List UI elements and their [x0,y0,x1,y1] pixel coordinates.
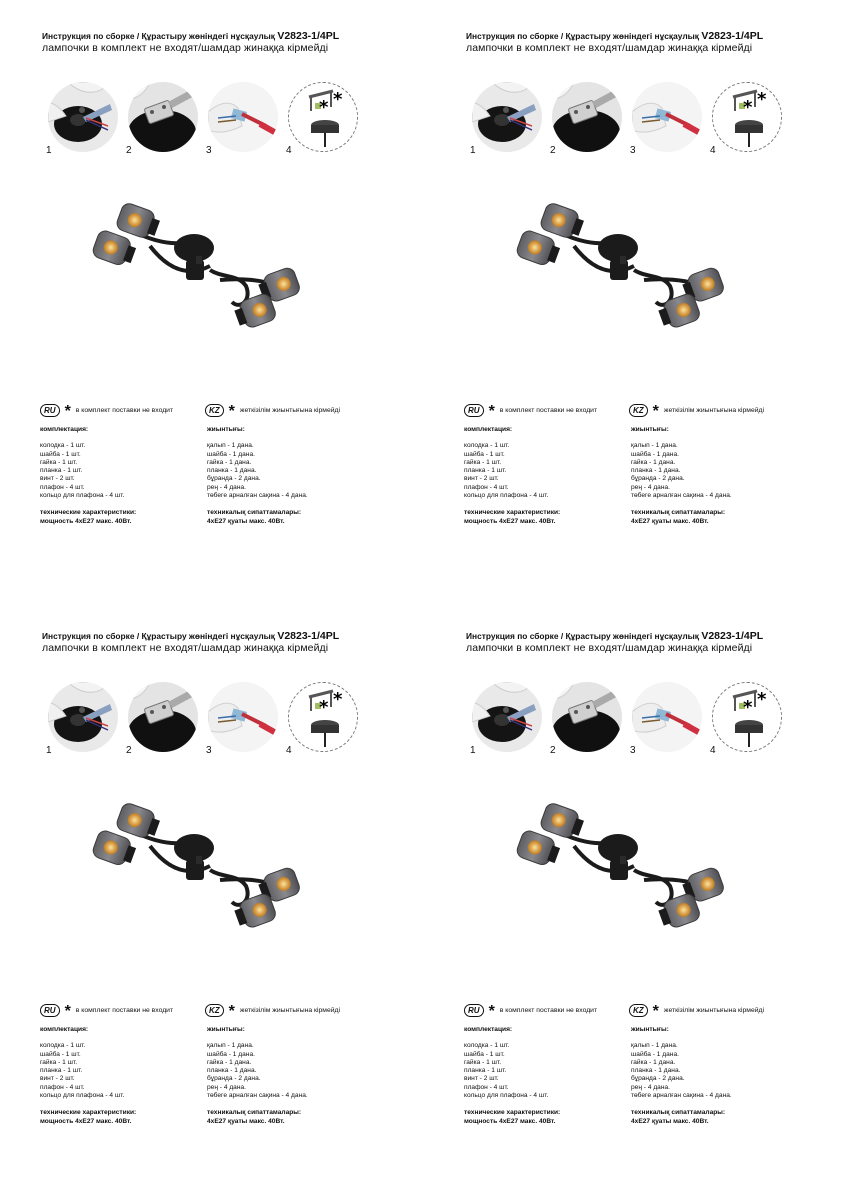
instruction-title [42,30,339,42]
list-item: қалып - 1 дана. [207,442,254,450]
asterisk-icon: * [488,1003,495,1020]
svg-text:*: * [319,697,329,718]
legend-kz [629,1002,764,1018]
legend-ru [464,402,597,418]
specs-value: мощность 4xE27 макс. 40Вт. [464,1117,556,1125]
contents-kz [207,426,308,526]
step-number: 2 [126,145,132,156]
legend-kz-text: жеткізілім жиынтығына кірмейді [663,1006,765,1014]
list-item: кольцо для плафона - 4 шт. [464,492,549,500]
list-item: кольцо для плафона - 4 шт. [40,492,125,500]
bracket-wrench-icon [128,82,198,152]
instruction-sheet [0,0,424,600]
list-item: плафон - 4 шт. [464,483,509,491]
assembly-steps [48,682,363,757]
list-item: рең - 4 дана. [207,1083,246,1091]
list-item: шайба - 1 дана. [631,1050,679,1058]
list-item: винт - 2 шт. [40,1075,75,1083]
list-item: планка - 1 дана. [207,1067,257,1075]
model-number: V2823-1/4PL [277,630,340,642]
step-number: 3 [206,745,212,756]
model-number: V2823-1/4PL [701,30,764,42]
list-item: төбеге арналған сақина - 4 дана. [631,492,732,500]
list-item: шайба - 1 шт. [40,450,81,458]
list-item: гайка - 1 шт. [40,1058,78,1066]
list-item: планка - 1 шт. [464,467,507,475]
specs-ru [464,1109,560,1126]
model-number: V2823-1/4PL [277,30,340,42]
mounting-plate-hand-icon [472,82,542,152]
bulbs-not-included-note: лампочки в комплект не входят/шамдар жинаққа кірмейді [42,42,329,54]
ru-flag-icon: RU [40,404,60,417]
contents-kz [207,1026,308,1126]
step-number: 1 [46,145,52,156]
step-number: 4 [710,745,716,756]
assembly-steps [48,82,363,157]
step-number: 4 [286,745,292,756]
list-item: шайба - 1 шт. [40,1050,81,1058]
wire-terminal-icon [208,82,278,152]
list-item: қалып - 1 дана. [207,1042,254,1050]
legend-kz-text: жеткізілім жиынтығына кірмейді [239,406,341,414]
list-item: төбеге арналған сақина - 4 дана. [207,1092,308,1100]
specs-value: 4xE27 қуаты макс. 40Вт. [207,1117,285,1125]
assembly-steps [472,682,787,757]
list-item: қалып - 1 дана. [631,1042,678,1050]
step-number: 2 [126,745,132,756]
chandelier-illustration [494,190,744,350]
contents-ru [464,426,560,526]
list-item: бұранда - 2 дана. [207,475,261,483]
kz-flag-icon: KZ [629,1004,648,1017]
svg-text:*: * [319,97,329,118]
specs-kz [631,1109,732,1126]
asterisk-icon: * [652,403,659,420]
asterisk-icon: * [652,1003,659,1020]
list-item: шайба - 1 дана. [207,1050,255,1058]
contents-title: жиынтығы: [631,426,669,433]
list-item: планка - 1 шт. [40,467,83,475]
instruction-sheet [0,600,424,1200]
list-item: рең - 4 дана. [207,483,246,491]
list-item: планка - 1 дана. [631,1067,681,1075]
ceiling-mount-diagram-icon [288,682,358,752]
list-item: гайка - 1 дана. [207,1058,252,1066]
list-item: винт - 2 шт. [464,1075,499,1083]
bracket-wrench-icon [552,682,622,752]
specs-title: технические характеристики: [464,509,561,517]
contents-ru [40,1026,136,1126]
mounting-plate-hand-icon [472,682,542,752]
bulbs-not-included-note: лампочки в комплект не входят/шамдар жинаққа кірмейді [42,642,329,654]
svg-text:*: * [757,689,767,710]
bracket-wrench-icon [128,682,198,752]
step-number: 4 [286,145,292,156]
wire-terminal-icon [208,682,278,752]
asterisk-icon: * [488,403,495,420]
list-item: плафон - 4 шт. [40,1083,85,1091]
list-item: колодка - 1 шт. [464,1042,510,1050]
specs-value: 4xE27 қуаты макс. 40Вт. [631,517,709,525]
instruction-sheet [424,0,848,600]
specs-title: техникалық сипаттамалары: [631,1109,726,1117]
contents-kz [631,426,732,526]
legend-ru-text: в комплект поставки не входит [75,1006,174,1014]
svg-text:*: * [333,89,343,110]
contents-kz [631,1026,732,1126]
contents-title: комплектация: [40,1026,89,1033]
legend-ru-text: в комплект поставки не входит [499,406,598,414]
instruction-title [466,30,763,42]
list-item: планка - 1 шт. [464,1067,507,1075]
contents-ru [464,1026,560,1126]
step-number: 2 [550,745,556,756]
svg-text:*: * [333,689,343,710]
chandelier-illustration [494,790,744,950]
step-number: 2 [550,145,556,156]
list-item: гайка - 1 дана. [207,458,252,466]
svg-text:*: * [743,697,753,718]
specs-ru [40,509,136,526]
legend-ru [40,1002,173,1018]
list-item: гайка - 1 дана. [631,1058,676,1066]
model-number: V2823-1/4PL [701,630,764,642]
list-item: шайба - 1 шт. [464,450,505,458]
assembly-steps [472,82,787,157]
kz-flag-icon: KZ [205,1004,224,1017]
step-number: 4 [710,145,716,156]
list-item: планка - 1 шт. [40,1067,83,1075]
list-item: шайба - 1 дана. [207,450,255,458]
specs-kz [207,1109,308,1126]
list-item: гайка - 1 шт. [40,458,78,466]
list-item: бұранда - 2 дана. [631,475,685,483]
ru-flag-icon: RU [464,404,484,417]
instruction-title [42,630,339,642]
ru-flag-icon: RU [40,1004,60,1017]
list-item: бұранда - 2 дана. [207,1075,261,1083]
specs-title: технические характеристики: [40,509,137,517]
list-item: шайба - 1 дана. [631,450,679,458]
instruction-sheet [424,600,848,1200]
legend-kz [629,402,764,418]
contents-title: жиынтығы: [631,1026,669,1033]
specs-title: техникалық сипаттамалары: [631,509,726,517]
title-prefix: Инструкция по сборке / Құрастыру жөніндегі нұсқаулық [42,631,275,641]
title-prefix: Инструкция по сборке / Құрастыру жөніндегі нұсқаулық [466,631,699,641]
legend-ru-text: в комплект поставки не входит [499,1006,598,1014]
specs-kz [207,509,308,526]
step-number: 1 [46,745,52,756]
legend-ru-text: в комплект поставки не входит [75,406,174,414]
chandelier-illustration [70,790,320,950]
legend-ru [464,1002,597,1018]
mounting-plate-hand-icon [48,682,118,752]
step-number: 1 [470,745,476,756]
instruction-title [466,630,763,642]
list-item: колодка - 1 шт. [464,442,510,450]
specs-value: мощность 4xE27 макс. 40Вт. [40,1117,132,1125]
list-item: төбеге арналған сақина - 4 дана. [631,1092,732,1100]
wire-terminal-icon [632,82,702,152]
list-item: шайба - 1 шт. [464,1050,505,1058]
asterisk-icon: * [228,1003,235,1020]
asterisk-icon: * [64,403,71,420]
legend-kz-text: жеткізілім жиынтығына кірмейді [239,1006,341,1014]
list-item: винт - 2 шт. [464,475,499,483]
contents-title: комплектация: [464,1026,513,1033]
bulbs-not-included-note: лампочки в комплект не входят/шамдар жинаққа кірмейді [466,642,753,654]
specs-value: 4xE27 қуаты макс. 40Вт. [631,1117,709,1125]
ceiling-mount-diagram-icon [712,682,782,752]
list-item: төбеге арналған сақина - 4 дана. [207,492,308,500]
bracket-wrench-icon [552,82,622,152]
wire-terminal-icon [632,682,702,752]
svg-text:*: * [743,97,753,118]
svg-text:*: * [757,89,767,110]
step-number: 3 [630,145,636,156]
contents-ru [40,426,136,526]
specs-value: мощность 4xE27 макс. 40Вт. [464,517,556,525]
ceiling-mount-diagram-icon [712,82,782,152]
contents-title: комплектация: [40,426,89,433]
list-item: гайка - 1 шт. [464,458,502,466]
list-item: планка - 1 дана. [207,467,257,475]
step-number: 1 [470,145,476,156]
list-item: бұранда - 2 дана. [631,1075,685,1083]
list-item: кольцо для плафона - 4 шт. [464,1092,549,1100]
step-number: 3 [206,145,212,156]
list-item: колодка - 1 шт. [40,1042,86,1050]
list-item: кольцо для плафона - 4 шт. [40,1092,125,1100]
kz-flag-icon: KZ [205,404,224,417]
specs-title: техникалық сипаттамалары: [207,1109,302,1117]
list-item: гайка - 1 дана. [631,458,676,466]
mounting-plate-hand-icon [48,82,118,152]
ru-flag-icon: RU [464,1004,484,1017]
specs-title: технические характеристики: [464,1109,561,1117]
list-item: колодка - 1 шт. [40,442,86,450]
specs-value: мощность 4xE27 макс. 40Вт. [40,517,132,525]
title-prefix: Инструкция по сборке / Құрастыру жөніндегі нұсқаулық [466,31,699,41]
asterisk-icon: * [64,1003,71,1020]
contents-title: жиынтығы: [207,426,245,433]
specs-value: 4xE27 қуаты макс. 40Вт. [207,517,285,525]
title-prefix: Инструкция по сборке / Құрастыру жөніндегі нұсқаулық [42,31,275,41]
specs-ru [464,509,560,526]
list-item: плафон - 4 шт. [40,483,85,491]
list-item: плафон - 4 шт. [464,1083,509,1091]
chandelier-illustration [70,190,320,350]
specs-title: техникалық сипаттамалары: [207,509,302,517]
list-item: планка - 1 дана. [631,467,681,475]
list-item: гайка - 1 шт. [464,1058,502,1066]
legend-kz-text: жеткізілім жиынтығына кірмейді [663,406,765,414]
bulbs-not-included-note: лампочки в комплект не входят/шамдар жинаққа кірмейді [466,42,753,54]
list-item: винт - 2 шт. [40,475,75,483]
kz-flag-icon: KZ [629,404,648,417]
legend-ru [40,402,173,418]
contents-title: жиынтығы: [207,1026,245,1033]
specs-title: технические характеристики: [40,1109,137,1117]
specs-ru [40,1109,136,1126]
list-item: рең - 4 дана. [631,483,670,491]
legend-kz [205,1002,340,1018]
legend-kz [205,402,340,418]
list-item: қалып - 1 дана. [631,442,678,450]
asterisk-icon: * [228,403,235,420]
list-item: рең - 4 дана. [631,1083,670,1091]
step-number: 3 [630,745,636,756]
specs-kz [631,509,732,526]
contents-title: комплектация: [464,426,513,433]
ceiling-mount-diagram-icon [288,82,358,152]
